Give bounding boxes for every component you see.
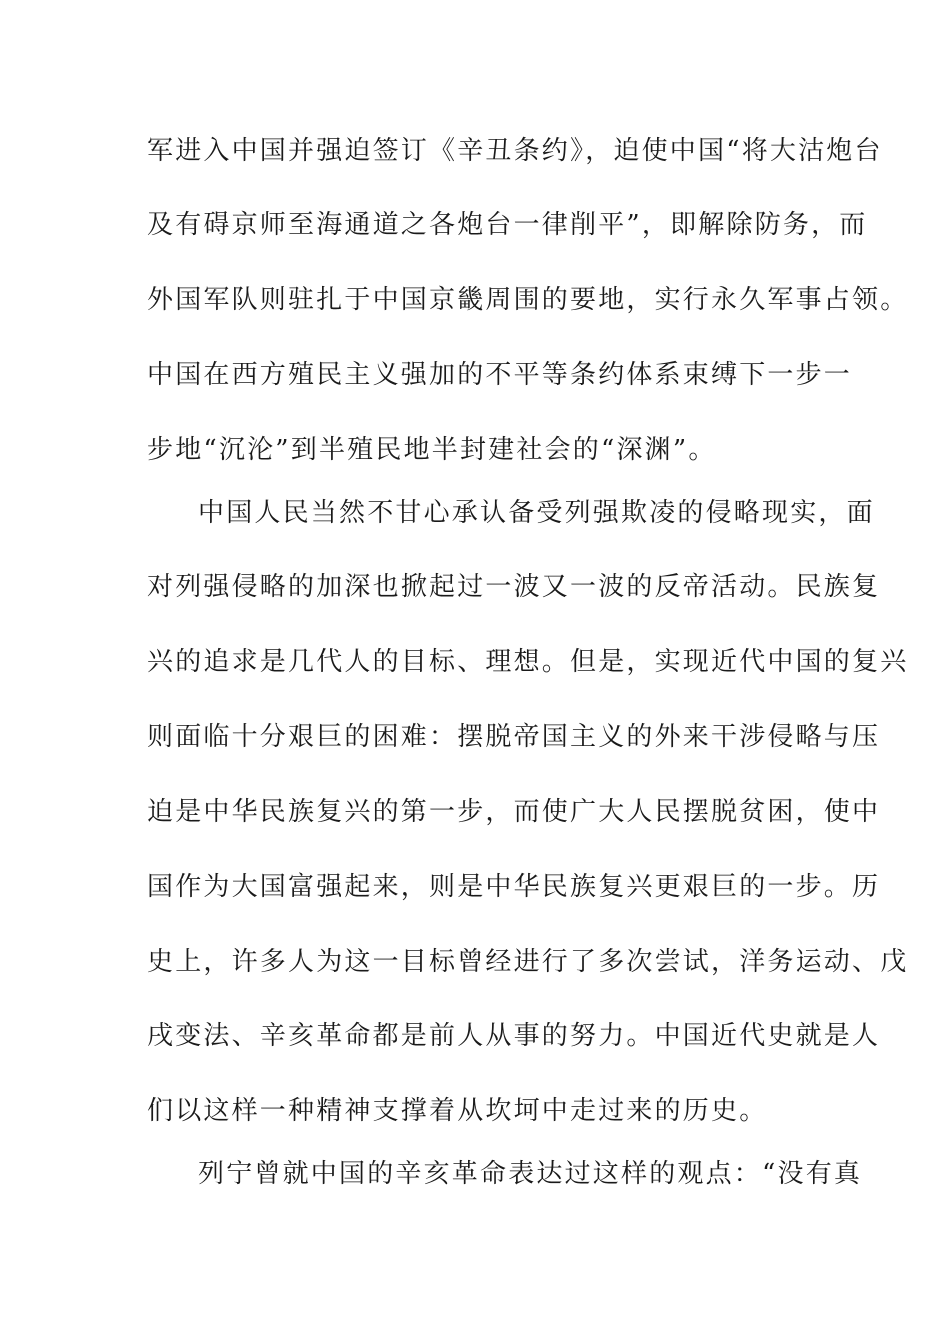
paragraph-first-line: 列宁曾就中国的辛亥革命表达过这样的观点：“没有真	[198, 1159, 863, 1189]
text-line: 们以这样一种精神支撑着从坎坷中走过来的历史。	[147, 1096, 768, 1126]
text-line: 及有碍京师至海通道之各炮台一律削平”，即解除防务，而	[147, 210, 868, 240]
paragraph-first-line: 中国人民当然不甘心承认备受列强欺凌的侵略现实，面	[198, 498, 875, 528]
text-line: 史上，许多人为这一目标曾经进行了多次尝试，洋务运动、戊	[147, 947, 909, 977]
text-line: 戌变法、辛亥革命都是前人从事的努力。中国近代史就是人	[147, 1021, 881, 1051]
text-line: 步地“沉沦”到半殖民地半封建社会的“深渊”。	[147, 435, 717, 465]
text-line: 则面临十分艰巨的困难：摆脱帝国主义的外来干涉侵略与压	[147, 722, 881, 752]
text-line: 兴的追求是几代人的目标、理想。但是，实现近代中国的复兴	[147, 647, 909, 677]
text-line: 军进入中国并强迫签订《辛丑条约》，迫使中国“将大沽炮台	[147, 136, 883, 166]
text-line: 对列强侵略的加深也掀起过一波又一波的反帝活动。民族复	[147, 572, 881, 602]
text-line: 中国在西方殖民主义强加的不平等条约体系束缚下一步一	[147, 360, 853, 390]
text-line: 国作为大国富强起来，则是中华民族复兴更艰巨的一步。历	[147, 872, 881, 902]
text-line: 迫是中华民族复兴的第一步，而使广大人民摆脱贫困，使中	[147, 797, 881, 827]
text-line: 外国军队则驻扎于中国京畿周围的要地，实行永久军事占领。	[147, 285, 909, 315]
